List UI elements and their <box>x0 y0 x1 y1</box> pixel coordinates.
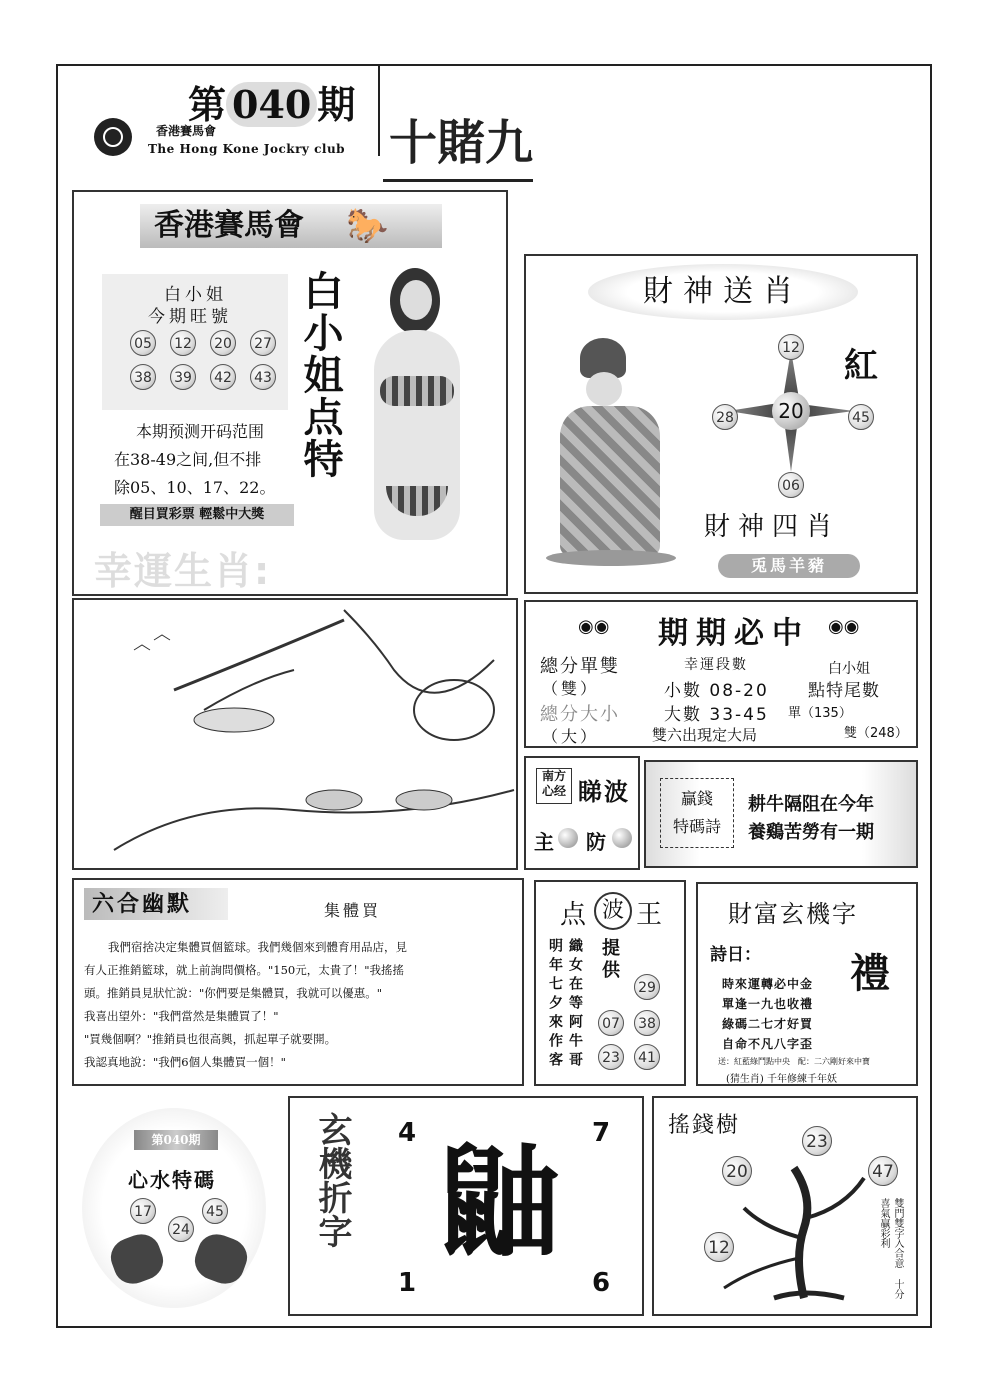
dianbo-title-left: 点 <box>560 900 587 930</box>
win-poem-panel <box>644 760 918 868</box>
humor-line: 有人正推銷籃球，就上前詢問價格。"150元，太貴了！"我搖搖 <box>84 963 405 977</box>
wealth-lines <box>722 974 813 1054</box>
wealth-line: 綠碼二七才好買 <box>722 1017 814 1031</box>
coin-icon: ◉◉ <box>578 616 610 637</box>
compass-left: 28 <box>712 404 738 430</box>
bo-tag: 南方心经 <box>536 768 572 804</box>
club-name-en: The Hong Kone Jockry club <box>148 142 346 156</box>
heart-panel <box>72 1098 276 1320</box>
wealth-note: 送：紅藍綠鬥點中央 配：二六剛好來中寶 <box>718 1057 870 1066</box>
color-word: 紅 <box>844 346 878 386</box>
poem-line: 養鷄苦勞有一期 <box>748 822 874 843</box>
humor-line: 我喜出望外："我們當然是集體買了！" <box>84 1009 279 1023</box>
humor-subtitle: 集體買 <box>324 901 382 920</box>
lucky-ball: 27 <box>250 330 276 356</box>
vertical-title: 白小姐点特 <box>297 270 344 480</box>
banner-text: 十賭九 <box>389 115 533 171</box>
dianbo-title-right: 王 <box>636 900 663 930</box>
compass-center: 20 <box>778 399 804 423</box>
qiqi-row2-mid: 小數 08-20 <box>664 681 769 701</box>
qiqi-row1-right: 白小姐 <box>828 661 870 677</box>
dianbo-ball: 29 <box>634 974 660 1000</box>
compass-right: 45 <box>848 404 874 430</box>
ball-icon <box>558 828 578 848</box>
qiqi-panel <box>524 600 918 748</box>
poem-line: 耕牛隔阻在今年 <box>748 794 874 815</box>
ball-icon <box>612 828 632 848</box>
tree-vertical-text: 雙門雙字入合意 十分喜氣贏彩利 <box>878 1198 903 1299</box>
qiqi-row3-single: 單（135） <box>788 706 852 721</box>
poem-tag-line: 特碼詩 <box>672 817 721 836</box>
lucky-ball: 12 <box>170 330 196 356</box>
bo-main-label: 主 <box>534 830 554 854</box>
humor-line: "買幾個啊？"推銷員也很高興，抓起單子就要開。 <box>84 1032 337 1046</box>
dianbo-panel <box>534 880 686 1086</box>
heart-ball: 17 <box>130 1198 156 1224</box>
issue-number: 040 <box>226 82 317 127</box>
header-divider <box>378 64 380 156</box>
qiqi-row1-mid: 幸運段數 <box>684 657 748 673</box>
issue-prefix: 第 <box>188 82 227 127</box>
caishen-figure <box>546 328 686 568</box>
dianbo-tip: 提供 <box>599 938 620 982</box>
club-name-cn: 香港賽馬會 <box>156 124 217 138</box>
issue-suffix: 期 <box>317 82 356 127</box>
lucky-ball: 20 <box>210 330 236 356</box>
header-issue-box <box>58 66 378 156</box>
predict-line: 除05、10、17、22。 <box>114 478 276 497</box>
dianbo-ball: 41 <box>634 1044 660 1070</box>
tree-ball: 23 <box>802 1126 832 1156</box>
tree-ball: 47 <box>868 1156 898 1186</box>
qiqi-row3-left: 總分大小 <box>540 704 620 725</box>
qiqi-row4-double: 雙（248） <box>844 726 908 741</box>
humor-body <box>84 936 516 1074</box>
xuanji-num-bl: 1 <box>398 1268 417 1298</box>
humor-title: 六合幽默 <box>84 888 228 920</box>
dianbo-ball: 07 <box>598 1010 624 1036</box>
qiqi-row4-left: （大） <box>542 727 600 746</box>
card-subtitle-1: 白小姐 <box>164 285 227 305</box>
xuanji-num-tl: 4 <box>398 1118 417 1148</box>
issue-title <box>188 74 355 129</box>
lucky-ball: 05 <box>130 330 156 356</box>
wealth-big-char: 禮 <box>850 950 890 997</box>
humor-line: 頭。推銷員見狀忙說："你們要是集體買，我就可以優惠。" <box>84 986 383 1000</box>
xuanji-big-char: 鼬 <box>440 1132 560 1273</box>
qiqi-row4-mid: 雙六出現定大局 <box>652 726 758 744</box>
heart-title: 心水特碼 <box>128 1168 216 1192</box>
dianbo-ball: 38 <box>634 1010 660 1036</box>
xuanji-num-br: 6 <box>592 1268 611 1298</box>
lucky-ball: 42 <box>210 364 236 390</box>
caishen-title-oval <box>588 264 858 320</box>
tree-ball: 12 <box>704 1232 734 1262</box>
caishen-title: 財神送肖 <box>643 274 803 309</box>
model-figure <box>352 264 482 564</box>
dianbo-column: 明年七夕來作客 <box>547 938 563 1071</box>
wealth-line: 自命不凡八字歪 <box>722 1037 814 1051</box>
xuanji-vertical: 玄機折字 <box>312 1112 352 1248</box>
compass-bottom: 06 <box>778 472 804 498</box>
compass-center-ball <box>772 392 810 430</box>
coin-icon: ◉◉ <box>828 616 860 637</box>
lucky-ball: 39 <box>170 364 196 390</box>
heart-ball: 24 <box>168 1216 194 1242</box>
wealth-line: 時來運轉必中金 <box>722 977 814 991</box>
wealth-title: 財富玄機字 <box>728 900 858 928</box>
dianbo-column: 織女在等阿牛哥 <box>567 938 583 1071</box>
humor-panel <box>72 878 524 1086</box>
caishen-panel <box>524 254 918 594</box>
compass-top: 12 <box>778 334 804 360</box>
qiqi-row2-left: （雙） <box>542 679 600 698</box>
humor-line: 我們宿捨决定集體買個籃球。我們幾個來到體育用品店，見 <box>108 940 407 954</box>
bo-defend-label: 防 <box>586 830 606 854</box>
heart-banner: 第040期 <box>134 1130 218 1150</box>
main-lady-panel <box>72 190 508 596</box>
caishen-zodiacs: 兎馬羊豬 <box>718 554 860 578</box>
tree-title: 搖錢樹 <box>668 1113 741 1138</box>
watch-ball-panel <box>524 756 640 870</box>
lucky-zodiac-label: 幸運生肖: <box>94 549 272 593</box>
xuanji-panel <box>288 1096 644 1316</box>
wealth-zodiac-line: (猜生肖) 千年修練千年妖 <box>726 1074 837 1085</box>
landscape-illustration <box>72 598 518 870</box>
slogan-band: 醒目買彩票 輕鬆中大獎 <box>100 504 294 526</box>
header-banner <box>383 64 533 182</box>
xuanji-num-tr: 7 <box>592 1118 611 1148</box>
tree-ball: 20 <box>722 1156 752 1186</box>
poem-tag-line: 贏錢 <box>680 789 713 808</box>
card-subtitle-2: 今期旺號 <box>148 307 232 327</box>
qiqi-title: 期期必中 <box>658 616 810 651</box>
panel-main-title: 香港賽馬會 <box>140 204 442 248</box>
number-card <box>102 274 288 410</box>
jockey-logo-icon <box>94 118 132 156</box>
horse-icon: 🐎 <box>346 206 389 246</box>
dianbo-ball: 23 <box>598 1044 624 1070</box>
predict-line: 本期预测开码范围 <box>136 422 265 441</box>
lucky-ball: 43 <box>250 364 276 390</box>
heart-ball: 45 <box>202 1198 228 1224</box>
predict-line: 在38-49之间,但不排 <box>114 450 262 469</box>
dianbo-title-mid: 波 <box>594 892 632 930</box>
qiqi-row1-left: 總分單雙 <box>540 656 620 677</box>
humor-line: 我認真地說："我們6個人集體買一個！" <box>84 1055 286 1069</box>
poem-tag <box>660 778 734 848</box>
wealth-poem-label: 詩日： <box>710 945 761 965</box>
money-tree-panel <box>652 1096 918 1316</box>
qiqi-row3-mid: 大數 33-45 <box>664 705 769 725</box>
lucky-ball: 38 <box>130 364 156 390</box>
wealth-line: 單逢一九也收禮 <box>722 997 814 1011</box>
predict-text <box>114 418 275 502</box>
bo-title: 睇波 <box>578 777 630 806</box>
wealth-panel <box>696 882 918 1086</box>
qiqi-row2-right: 點特尾數 <box>808 681 880 701</box>
caishen-caption: 財神四肖 <box>704 512 841 542</box>
